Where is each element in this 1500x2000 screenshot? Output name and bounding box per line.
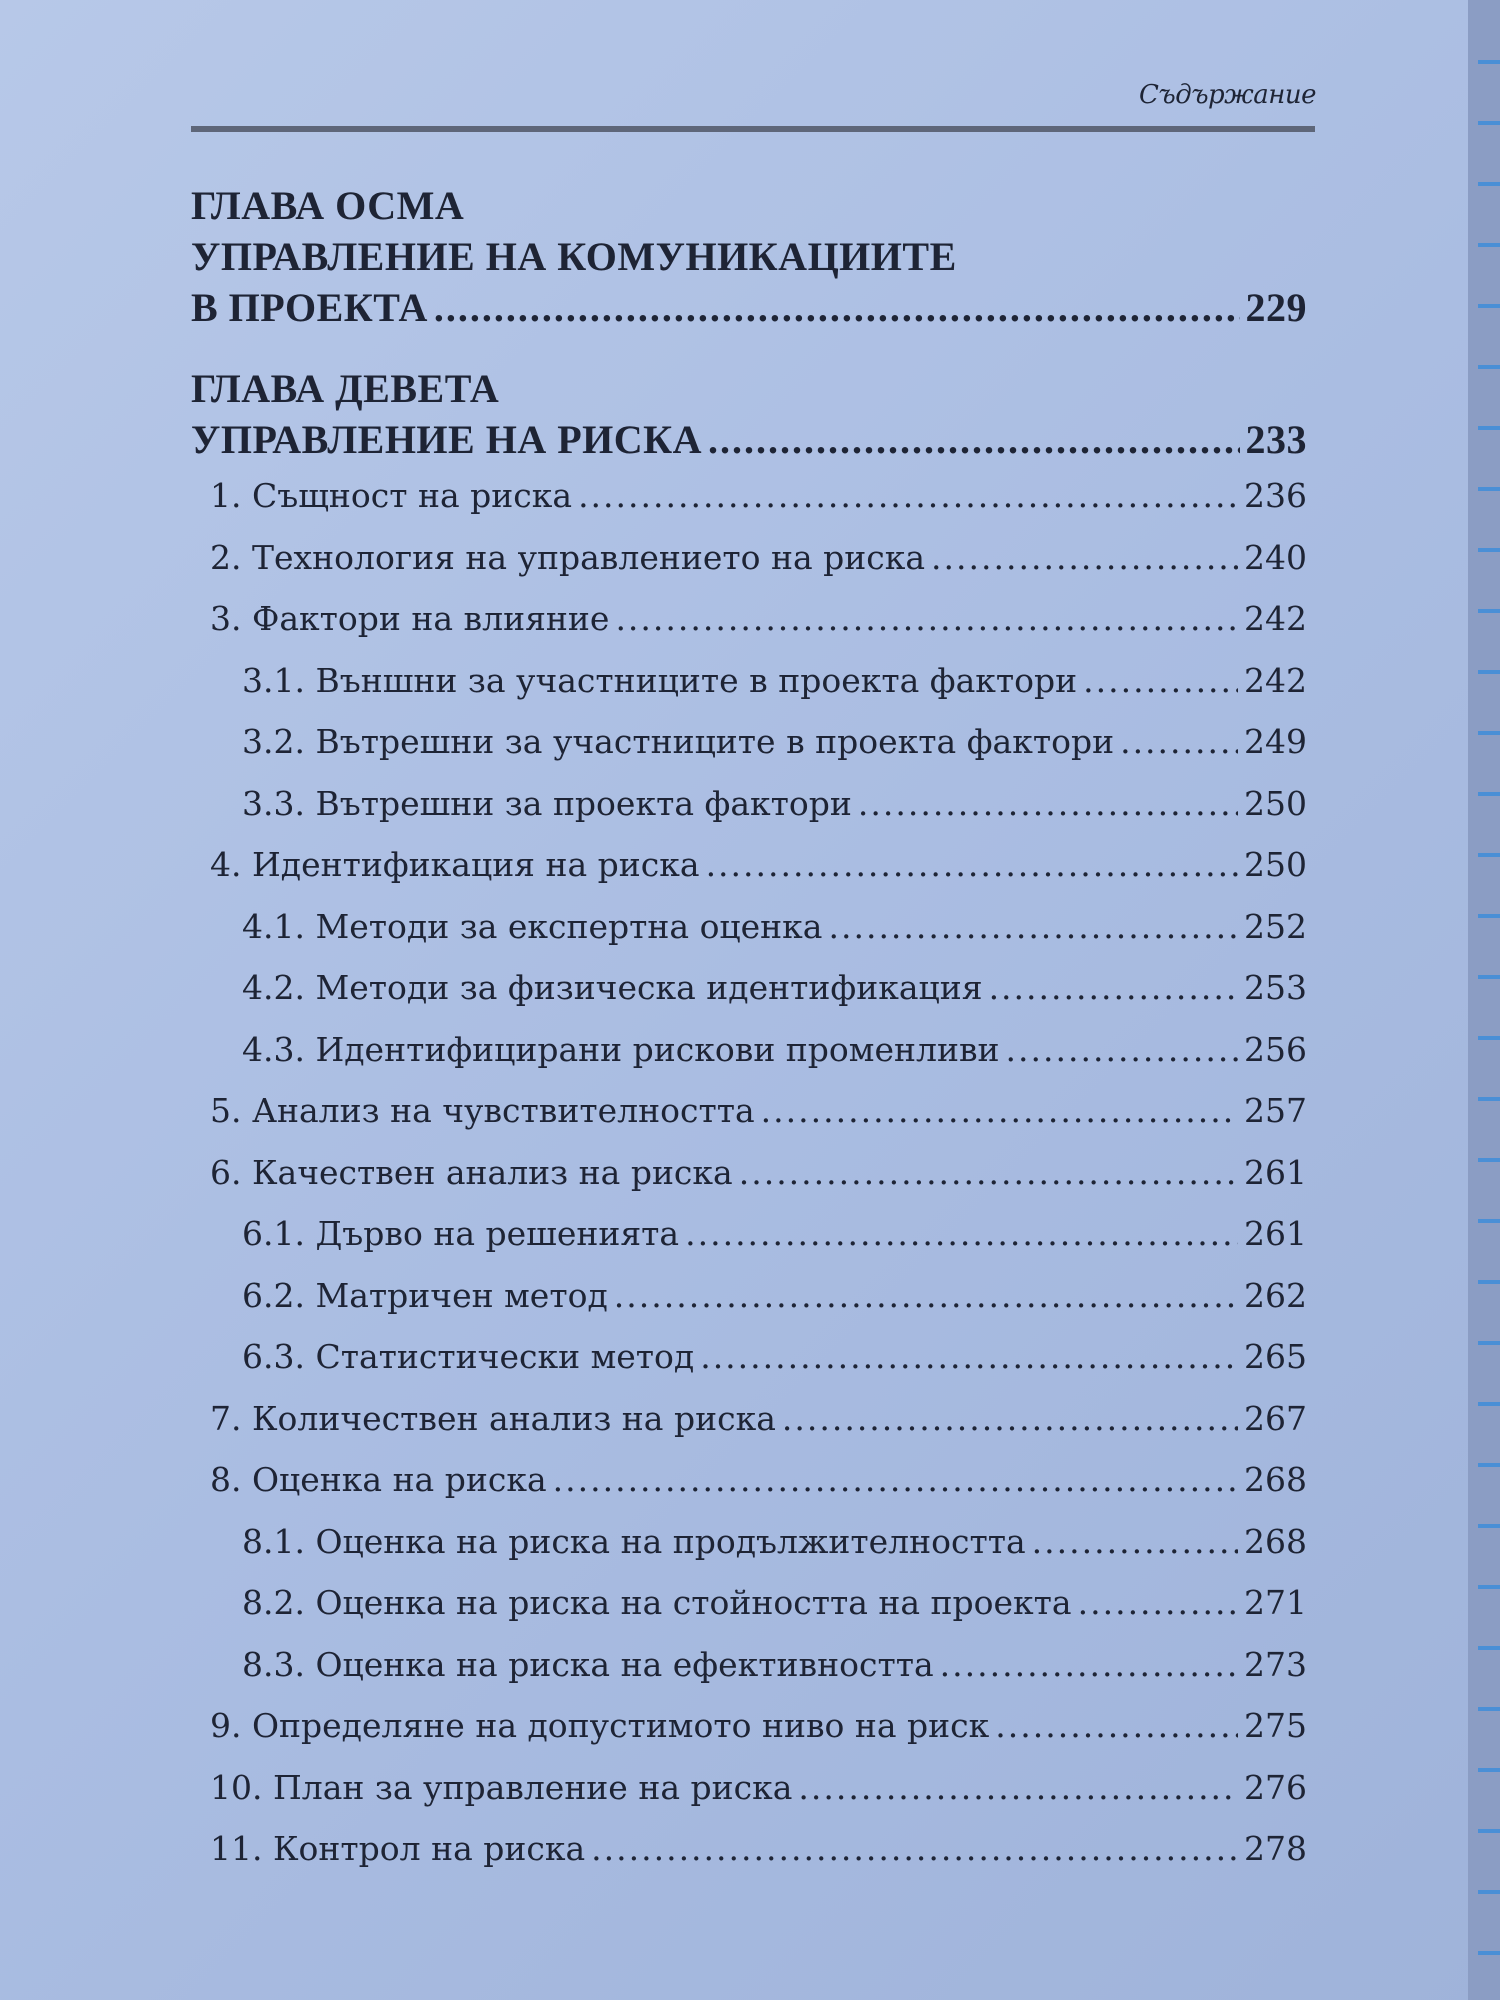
toc-entry [191,1634,1307,1696]
leader-dots [1006,1019,1238,1081]
leader-dots [706,834,1238,896]
page-number: 261 [1244,1214,1307,1253]
toc-entry [191,1511,1307,1573]
chapter-title-line: В ПРОЕКТА [191,285,428,330]
page-number: 242 [1244,660,1307,700]
entry-title: 3. Фактори на влияние [210,599,610,638]
leader-dots [578,465,1238,527]
leader-dots [931,527,1238,589]
page-number: 229 [1245,285,1307,330]
leader-dots [1078,1572,1238,1634]
entry-title: 8.2. Оценка на риска на стойността на проекта [242,1583,1072,1622]
chapter-title-line: УПРАВЛЕНИЕ НА РИСКА [191,417,703,462]
entry-title: 4.3. Идентифицирани рискови променливи [242,1029,1000,1069]
notebook-line [1478,1219,1500,1223]
chapter-9 [191,363,1307,465]
page-number: 261 [1244,1152,1307,1192]
notebook-line [1478,1768,1500,1772]
page-number: 262 [1244,1275,1307,1315]
notebook-line [1478,426,1500,430]
toc-entry [191,527,1307,589]
chapter-label: ГЛАВА ОСМА [191,183,465,228]
page-number: 240 [1244,537,1307,577]
notebook-line [1478,1402,1500,1406]
page-number: 250 [1244,845,1307,884]
chapter-title-row [191,282,1307,333]
toc-entry [191,1757,1307,1819]
page-number: 249 [1244,722,1307,761]
notebook-line [1478,792,1500,796]
notebook-line [1478,60,1500,64]
leader-dots [591,1818,1238,1880]
leader-dots [1032,1511,1238,1573]
chapter-8 [191,180,1307,333]
entry-title: 10. План за управление на риска [210,1767,793,1807]
notebook-line [1478,548,1500,552]
notebook-line [1478,1097,1500,1101]
entry-title: 6.3. Статистически метод [242,1337,695,1376]
toc-entry [191,1388,1307,1450]
leader-dots [798,1757,1238,1819]
entry-title: 3.1. Външни за участниците в проекта фактори [242,660,1078,700]
notebook-line [1478,1585,1500,1589]
toc-entry [191,465,1307,527]
entry-title: 9. Определяне на допустимото ниво на риск [210,1706,990,1745]
entry-title: 8.1. Оценка на риска на продължителността [242,1521,1026,1561]
notebook-line [1478,1463,1500,1467]
page-number: 242 [1244,599,1307,638]
page-number: 278 [1244,1829,1307,1868]
entry-title: 4.1. Методи за експертна оценка [242,906,823,946]
toc-entry [191,1203,1307,1265]
page-number: 233 [1245,417,1307,462]
notebook-line [1478,365,1500,369]
page-number: 271 [1244,1583,1307,1622]
toc-entry [191,896,1307,958]
entry-title: 8.3. Оценка на риска на ефективността [242,1644,934,1684]
entry-title: 7. Количествен анализ на риска [210,1398,776,1438]
toc-entry [191,650,1307,712]
page-number: 267 [1244,1398,1307,1438]
notebook-line [1478,670,1500,674]
page-number: 256 [1244,1029,1307,1069]
toc-entry [191,1265,1307,1327]
chapter-title-row [191,414,1307,465]
toc-entry [191,711,1307,773]
toc-entry [191,1080,1307,1142]
notebook-line [1478,609,1500,613]
leader-dots [708,414,1239,465]
notebook-line [1478,487,1500,491]
page-number: 253 [1244,968,1307,1007]
entry-title: 6. Качествен анализ на риска [210,1152,733,1192]
page-number: 257 [1244,1091,1307,1130]
notebook-line [1478,1158,1500,1162]
page-number: 275 [1244,1706,1307,1745]
leader-dots [995,1695,1238,1757]
header-rule [191,126,1315,132]
leader-dots [858,773,1238,835]
chapter-label: ГЛАВА ДЕВЕТА [191,366,500,411]
notebook-line [1478,243,1500,247]
table-of-contents [191,180,1307,1880]
chapter-title-line: УПРАВЛЕНИЕ НА КОМУНИКАЦИИТЕ [191,234,957,279]
toc-entry [191,834,1307,896]
notebook-line [1478,1646,1500,1650]
toc-entry [191,1695,1307,1757]
page-edge [1468,0,1500,2000]
notebook-line [1478,1890,1500,1894]
entry-title: 1. Същност на риска [210,476,573,515]
leader-dots [782,1388,1238,1450]
page-number: 273 [1244,1644,1307,1684]
notebook-line [1478,1341,1500,1345]
notebook-line [1478,975,1500,979]
notebook-line [1478,1829,1500,1833]
entry-title: 11. Контрол на риска [210,1829,586,1868]
leader-dots [553,1449,1238,1511]
page-number: 252 [1244,906,1307,946]
page-number: 250 [1244,783,1307,823]
toc-entry [191,1449,1307,1511]
leader-dots [1120,711,1238,773]
entry-title: 3.3. Вътрешни за проекта фактори [242,783,852,823]
toc-entry [191,1572,1307,1634]
notebook-line [1478,853,1500,857]
leader-dots [615,588,1238,650]
entry-title: 4.2. Методи за физическа идентификация [242,968,983,1007]
toc-entry [191,588,1307,650]
entry-title: 4. Идентификация на риска [210,845,700,884]
entry-title: 3.2. Вътрешни за участниците в проекта фактори [242,722,1115,761]
page-number: 268 [1244,1521,1307,1561]
notebook-line [1478,304,1500,308]
leader-dots [940,1634,1238,1696]
notebook-line [1478,914,1500,918]
page-number: 276 [1244,1767,1307,1807]
notebook-line [1478,121,1500,125]
leader-dots [1083,650,1238,712]
leader-dots [761,1080,1238,1142]
entry-title: 5. Анализ на чувствителността [210,1091,755,1130]
leader-dots [685,1203,1238,1265]
toc-entry [191,1142,1307,1204]
toc-entry [191,773,1307,835]
entry-title: 6.1. Дърво на решенията [242,1214,680,1253]
toc-entry [191,957,1307,1019]
leader-dots [614,1265,1238,1327]
page-number: 265 [1244,1337,1307,1376]
entry-title: 8. Оценка на риска [210,1460,547,1499]
leader-dots [700,1326,1238,1388]
entry-title: 2. Технология на управлението на риска [210,537,926,577]
leader-dots [989,957,1238,1019]
leader-dots [739,1142,1238,1204]
notebook-line [1478,1951,1500,1955]
leader-dots [828,896,1238,958]
page-number: 236 [1244,476,1307,515]
page-number: 268 [1244,1460,1307,1499]
notebook-line [1478,1280,1500,1284]
notebook-line [1478,1036,1500,1040]
toc-entry [191,1019,1307,1081]
leader-dots [434,282,1240,333]
notebook-line [1478,731,1500,735]
notebook-line [1478,1707,1500,1711]
toc-entry [191,1326,1307,1388]
notebook-line [1478,182,1500,186]
toc-entry [191,1818,1307,1880]
running-head: Съдържание [1139,80,1316,110]
notebook-line [1478,1524,1500,1528]
entry-title: 6.2. Матричен метод [242,1275,608,1315]
toc-entries [191,465,1307,1880]
